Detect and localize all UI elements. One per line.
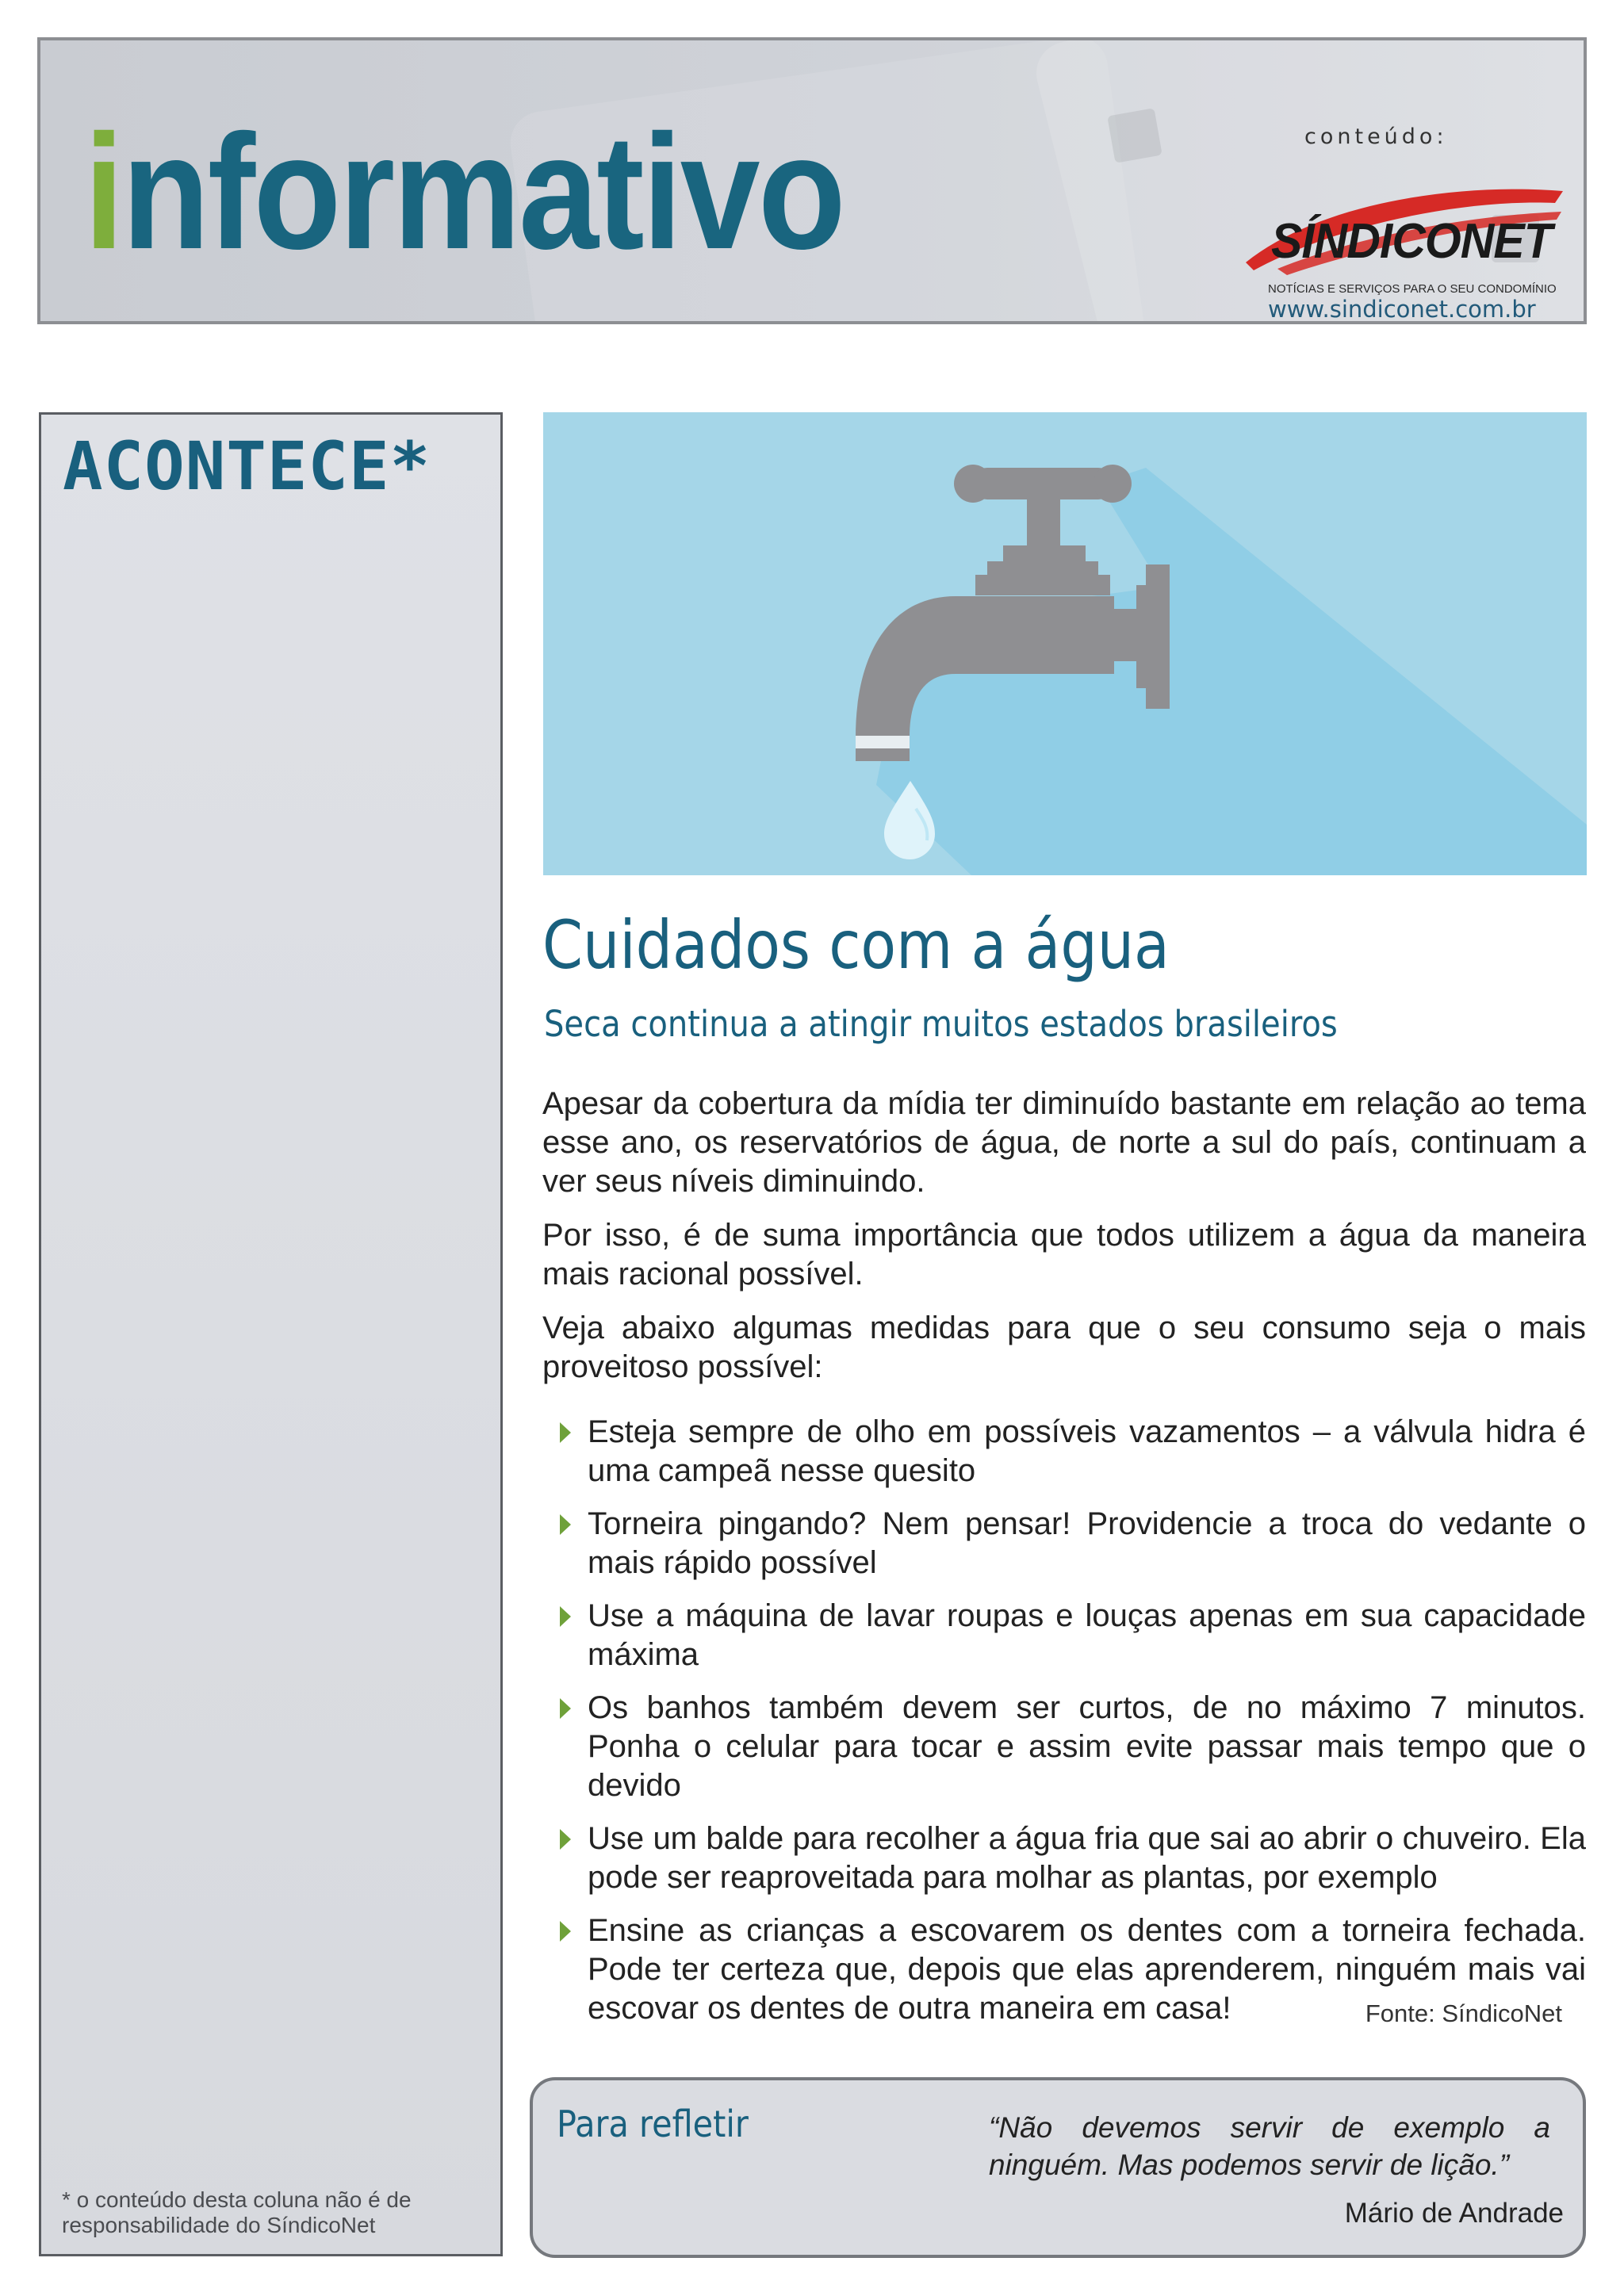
bullet-arrow-icon bbox=[560, 1422, 571, 1443]
header-decoration bbox=[1107, 108, 1162, 163]
article-paragraph: Por isso, é de suma importância que todos utilizem a água da maneira mais racional possível. bbox=[542, 1218, 1586, 1292]
list-item-text: Use um balde para recolher a água fria que sai ao abrir o chuveiro. Ela pode ser reaproveitada para molhar as plantas, por exemplo bbox=[588, 1821, 1586, 1895]
reflection-quote: “Não devemos servir de exemplo a ninguém. Mas podemos servir de lição.” bbox=[989, 2111, 1550, 2181]
reflection-box bbox=[530, 2077, 1586, 2258]
bullet-arrow-icon bbox=[560, 1514, 571, 1535]
logo-wordmark: SÍNDICONET bbox=[1271, 214, 1552, 269]
newsletter-title-rest: nformativo bbox=[121, 101, 845, 283]
acontece-heading: ACONTECE* bbox=[63, 427, 431, 505]
newsletter-title-initial: i bbox=[84, 101, 122, 283]
list-item-text: Ensine as crianças a escovarem os dentes com a torneira fechada. Pode ter certeza que, depois que elas aprenderem, ninguém mais vai escovar os dentes de outra maneira em casa! bbox=[588, 1913, 1586, 2026]
bullet-arrow-icon bbox=[560, 1606, 571, 1627]
faucet-drip-icon bbox=[543, 412, 1587, 875]
article-title: Cuidados com a água bbox=[542, 906, 1170, 984]
logo-url-link[interactable]: www.sindiconet.com.br bbox=[1268, 296, 1536, 323]
list-item bbox=[542, 1689, 1586, 1805]
tips-list bbox=[542, 1413, 1586, 2028]
column-disclaimer: * o conteúdo desta coluna não é de responsabilidade do SíndicoNet bbox=[62, 2187, 412, 2237]
header-banner bbox=[37, 37, 1587, 324]
reflection-heading: Para refletir bbox=[557, 2103, 749, 2145]
list-item bbox=[542, 1505, 1586, 1582]
list-item bbox=[542, 1597, 1586, 1674]
sindiconet-logo[interactable] bbox=[1230, 167, 1579, 324]
quote-author: Mário de Andrade bbox=[1344, 2198, 1564, 2229]
list-item-text: Torneira pingando? Nem pensar! Providencie a troca do vedante o mais rápido possível bbox=[588, 1506, 1586, 1580]
article-paragraph: Apesar da cobertura da mídia ter diminuído bastante em relação ao tema esse ano, os reservatórios de água, de norte a sul do país, continuam a ver seus níveis diminuindo. bbox=[542, 1086, 1586, 1199]
article-body bbox=[542, 1085, 1586, 2042]
list-item bbox=[542, 1413, 1586, 1490]
list-item-text: Esteja sempre de olho em possíveis vazamentos – a válvula hidra é uma campeã nesse quesito bbox=[588, 1414, 1586, 1488]
bullet-arrow-icon bbox=[560, 1921, 571, 1942]
content-by-label: conteúdo: bbox=[1304, 124, 1448, 149]
bullet-arrow-icon bbox=[560, 1829, 571, 1850]
article-paragraph: Veja abaixo algumas medidas para que o seu consumo seja o mais proveitoso possível: bbox=[542, 1311, 1586, 1384]
newsletter-title bbox=[84, 101, 845, 283]
hero-illustration bbox=[543, 412, 1587, 875]
logo-tagline: NOTÍCIAS E SERVIÇOS PARA O SEU CONDOMÍNIO bbox=[1268, 282, 1557, 296]
bullet-arrow-icon bbox=[560, 1698, 571, 1719]
list-item bbox=[542, 1820, 1586, 1897]
article-source: Fonte: SíndicoNet bbox=[1365, 1999, 1562, 2027]
article-subtitle: Seca continua a atingir muitos estados brasileiros bbox=[544, 1003, 1338, 1045]
acontece-column bbox=[39, 412, 503, 2256]
list-item-text: Os banhos também devem ser curtos, de no máximo 7 minutos. Ponha o celular para tocar e assim evite passar mais tempo que o devido bbox=[588, 1690, 1586, 1803]
list-item-text: Use a máquina de lavar roupas e louças apenas em sua capacidade máxima bbox=[588, 1598, 1586, 1672]
